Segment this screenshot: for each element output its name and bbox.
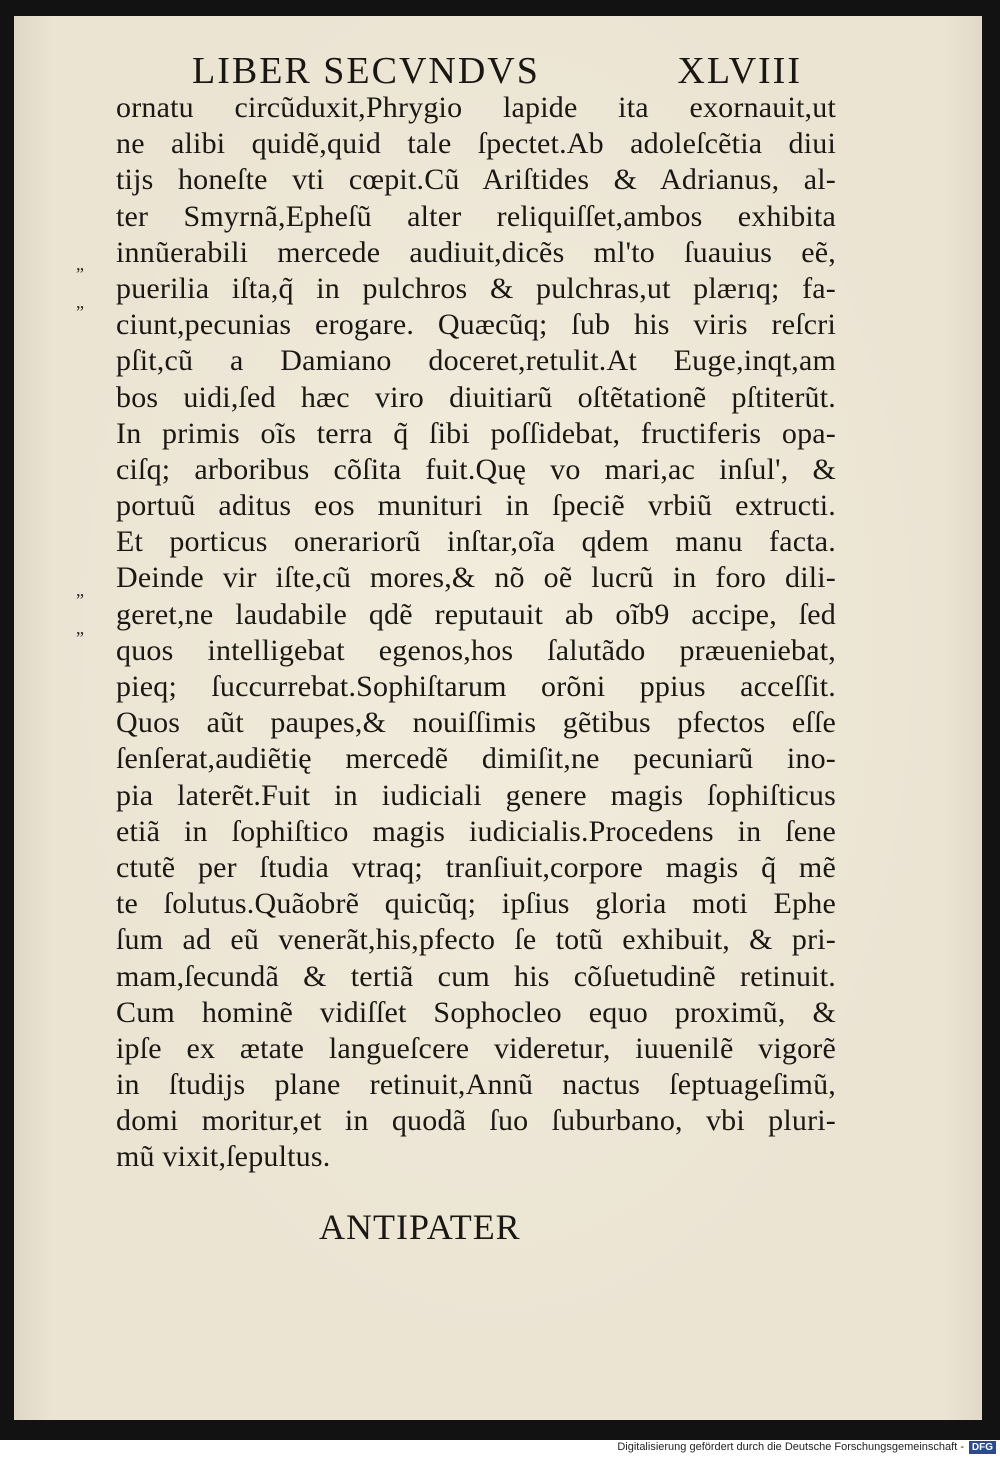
text-line: ciunt,pecunias erogare. Quæcũq; ſub his viris reſcri	[116, 308, 836, 342]
dfg-logo: DFG	[969, 1441, 996, 1454]
text-line: tijs honeſte vti cœpit.Cũ Ariſtides & Adrianus, al-	[116, 163, 836, 197]
text-line: geret,ne laudabile qdẽ reputauit ab oĩb9 accipe, ſed	[116, 597, 836, 631]
margin-quote-mark: ”	[76, 302, 83, 322]
margin-quote-mark: ”	[76, 590, 83, 610]
text-line: ornatu circũduxit,Phrygio lapide ita exornauit,ut	[116, 91, 836, 124]
text-line: innũerabili mercede audiuit,dicẽs ml'to ſuauius eẽ,	[116, 235, 836, 269]
text-line: bos uidi,ſed hæc viro diuitiarũ oſtẽtationẽ pſtiterũt.	[116, 380, 836, 414]
margin-quote-mark: ”	[76, 628, 83, 648]
book-page	[14, 16, 982, 1420]
text-line: portuũ aditus eos munituri in ſpeciẽ vrbiũ extructi.	[116, 489, 836, 523]
text-line: ipſe ex ætate langueſcere videretur, iuuenilẽ vigorẽ	[116, 1031, 836, 1065]
text-line: mam,ſecundã & tertiã cum his cõſuetudinẽ retinuit.	[116, 959, 836, 993]
text-line: in ſtudijs plane retinuit,Annũ nactus ſeptuageſimũ,	[116, 1068, 836, 1102]
folio-number: XLVIII	[677, 50, 802, 92]
text-line: Cum hominẽ vidiſſet Sophocleo equo proximũ, &	[116, 995, 836, 1029]
body-text	[116, 90, 836, 1176]
text-line: etiã in ſophiſtico magis iudicialis.Procedens in ſene	[116, 814, 836, 848]
text-line: ſum ad eũ venerãt,his,pfecto ſe totũ exhibuit, & pri-	[116, 923, 836, 957]
text-line: quos intelligebat egenos,hos ſalutãdo præueniebat,	[116, 633, 836, 667]
text-line: ciſq; arboribus cõſita fuit.Quę vo mari,ac inſul', &	[116, 452, 836, 486]
text-line: ſenſerat,audiẽtię mercedẽ dimiſit,ne pecuniarũ ino-	[116, 742, 836, 776]
text-line: Et porticus onerariorũ inſtar,oĩa qdem manu facta.	[116, 525, 836, 559]
running-head	[192, 46, 802, 96]
text-line: mũ vixit,ſepultus.	[116, 1140, 331, 1174]
text-line: ne alibi quidẽ,quid tale ſpectet.Ab adoleſcẽtia diui	[116, 127, 836, 161]
text-line: domi moritur,et in quodã ſuo ſuburbano, vbi pluri-	[116, 1104, 836, 1138]
text-line: pſit,cũ a Damiano doceret,retulit.At Euge,inqt,am	[116, 344, 836, 378]
running-head-title: LIBER SECVNDVS	[192, 50, 540, 92]
text-line: Deinde vir iſte,cũ mores,& nõ oẽ lucrũ in foro dili-	[116, 561, 836, 595]
text-line: In primis oĩs terra q̃ ſibi poſſidebat, fructiferis opa-	[116, 416, 836, 450]
text-line: Quos aũt paupes,& nouiſſimis gẽtibus pfectos eſſe	[116, 706, 836, 740]
text-line: te ſolutus.Quãobrẽ quicũq; ipſius gloria moti Ephe	[116, 887, 836, 921]
text-line: pia laterẽt.Fuit in iudiciali genere magis ſophiſticus	[116, 778, 836, 812]
text-line: ter Smyrnã,Epheſũ alter reliquiſſet,ambos exhibita	[116, 199, 836, 233]
text-line: pieq; ſuccurrebat.Sophiſtarum orõni ppius acceſſit.	[116, 670, 836, 703]
digitization-credit: Digitalisierung gefördert durch die Deutsche Forschungsgemeinschaft -	[617, 1441, 964, 1453]
section-heading: ANTIPATER	[319, 1207, 521, 1247]
margin-quote-mark: ”	[76, 264, 83, 284]
text-line: ctutẽ per ſtudia vtraq; tranſiuit,corpore magis q̃ mẽ	[116, 850, 836, 884]
text-line: puerilia iſta,q̃ in pulchros & pulchras,ut plærıq; fa-	[116, 271, 836, 305]
